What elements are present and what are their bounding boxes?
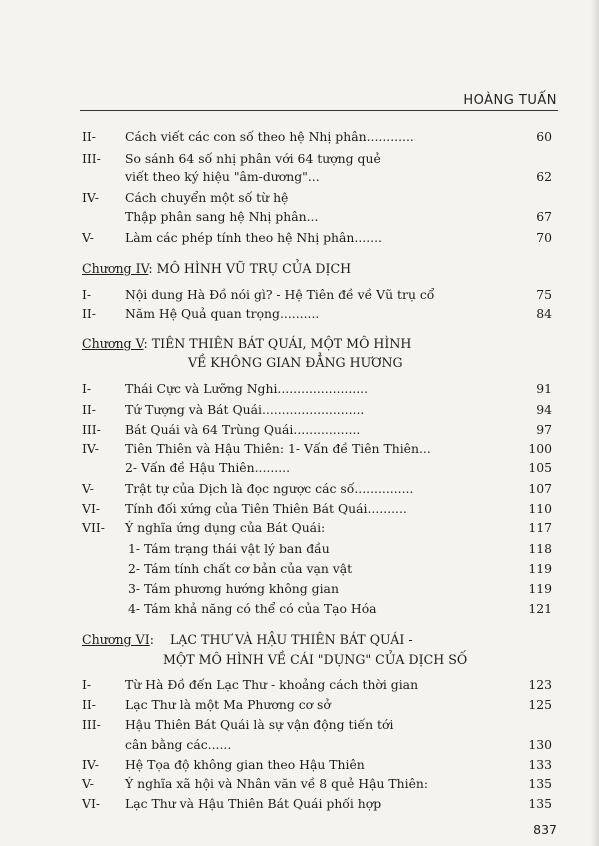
entry-number: IV- bbox=[82, 190, 99, 205]
entry-number: II- bbox=[82, 129, 96, 144]
entry-title: Từ Hà Đồ đến Lạc Thư - khoảng cách thời gian bbox=[125, 677, 419, 692]
entry-page: 100 bbox=[528, 441, 552, 456]
entry-page: 94 bbox=[536, 402, 552, 417]
entry-page: 97 bbox=[536, 422, 552, 437]
entry-title: Cách viết các con số theo hệ Nhị phân............ bbox=[125, 129, 414, 144]
entry-number: IV- bbox=[82, 757, 99, 772]
entry-title: Làm các phép tính theo hệ Nhị phân....... bbox=[125, 230, 382, 245]
chapter-title-continuation: VỀ KHÔNG GIAN ĐẲNG HƯƠNG bbox=[188, 355, 403, 370]
entry-page: 60 bbox=[536, 129, 552, 144]
entry-page: 110 bbox=[528, 501, 552, 516]
chapter-label: Chương VI bbox=[82, 632, 150, 647]
entry-page: 118 bbox=[528, 541, 552, 556]
entry-title: Nội dung Hà Đồ nói gì? - Hệ Tiên đề về Vũ trụ cổ bbox=[125, 287, 435, 302]
entry-page: 105 bbox=[528, 460, 552, 475]
page-edge-shadow bbox=[591, 0, 599, 846]
entry-title: Lạc Thư và Hậu Thiên Bát Quái phối hợp bbox=[125, 796, 382, 811]
chapter-title: : TIÊN THIÊN BÁT QUÁI, MỘT MÔ HÌNH bbox=[143, 336, 412, 351]
entry-number: III- bbox=[82, 717, 101, 732]
entry-title: Trật tự của Dịch là đọc ngược các số............... bbox=[125, 481, 414, 496]
entry-title: 2- Vấn đề Hậu Thiên......... bbox=[125, 460, 291, 475]
entry-title: Tứ Tượng và Bát Quái.......................... bbox=[125, 402, 365, 417]
entry-number: IV- bbox=[82, 441, 99, 456]
entry-title: So sánh 64 số nhị phân với 64 tượng quẻ bbox=[125, 151, 381, 166]
entry-title: Ý nghĩa xã hội và Nhân văn về 8 quẻ Hậu Thiên: bbox=[125, 776, 429, 791]
entry-number: I- bbox=[82, 381, 92, 396]
entry-number: VII- bbox=[82, 520, 105, 535]
running-header: HOÀNG TUẤN bbox=[463, 93, 557, 108]
entry-page: 70 bbox=[536, 230, 552, 245]
entry-title: Lạc Thư là một Ma Phương cơ sở bbox=[125, 697, 331, 712]
entry-page: 119 bbox=[528, 561, 552, 576]
entry-number: III- bbox=[82, 422, 101, 437]
entry-title: Hệ Tọa độ không gian theo Hậu Thiên bbox=[125, 757, 365, 772]
entry-title: 1- Tám trạng thái vật lý ban đầu bbox=[128, 541, 330, 556]
entry-page: 135 bbox=[528, 796, 552, 811]
entry-title: Thái Cực và Lưỡng Nghi....................... bbox=[125, 381, 369, 396]
entry-number: II- bbox=[82, 402, 96, 417]
entry-number: III- bbox=[82, 151, 101, 166]
entry-page: 75 bbox=[536, 287, 552, 302]
chapter-label: Chương V bbox=[82, 336, 144, 351]
entry-page: 123 bbox=[528, 677, 552, 692]
entry-page: 107 bbox=[528, 481, 552, 496]
entry-title: Ý nghĩa ứng dụng của Bát Quái: bbox=[125, 520, 326, 535]
chapter-label: Chương IV bbox=[82, 261, 149, 276]
entry-number: II- bbox=[82, 697, 96, 712]
entry-page: 67 bbox=[536, 209, 552, 224]
entry-number: V- bbox=[82, 776, 94, 791]
entry-title: Năm Hệ Quả quan trọng.......... bbox=[125, 306, 320, 321]
chapter-title-continuation: MỘT MÔ HÌNH VỀ CÁI "DỤNG" CỦA DỊCH SỐ bbox=[163, 652, 468, 667]
entry-page: 84 bbox=[536, 306, 552, 321]
chapter-title: : LẠC THƯ VÀ HẬU THIÊN BÁT QUÁI - bbox=[149, 632, 413, 647]
entry-page: 62 bbox=[536, 169, 552, 184]
entry-page: 91 bbox=[536, 381, 552, 396]
chapter-heading-v bbox=[82, 335, 411, 352]
entry-page: 117 bbox=[528, 520, 552, 535]
entry-page: 125 bbox=[528, 697, 552, 712]
entry-title: Thập phân sang hệ Nhị phân... bbox=[125, 209, 319, 224]
chapter-heading-vi bbox=[82, 631, 413, 648]
entry-number: V- bbox=[82, 481, 94, 496]
entry-page: 121 bbox=[528, 601, 552, 616]
chapter-title: : MÔ HÌNH VŨ TRỤ CỦA DỊCH bbox=[148, 261, 352, 276]
entry-title: viết theo ký hiệu "âm-dương"... bbox=[125, 169, 320, 184]
entry-title: 3- Tám phương hướng không gian bbox=[128, 581, 339, 596]
entry-number: VI- bbox=[82, 796, 101, 811]
entry-title: Hậu Thiên Bát Quái là sự vận động tiến tới bbox=[125, 717, 394, 732]
entry-number: VI- bbox=[82, 501, 101, 516]
entry-title: Cách chuyển một số từ hệ bbox=[125, 190, 289, 205]
entry-title: 4- Tám khả năng có thể có của Tạo Hóa bbox=[128, 601, 377, 616]
entry-page: 119 bbox=[528, 581, 552, 596]
entry-title: Bát Quái và 64 Trùng Quái................. bbox=[125, 422, 361, 437]
entry-title: Tiên Thiên và Hậu Thiên: 1- Vấn đề Tiên Thiên... bbox=[125, 441, 431, 456]
entry-title: cân bằng các...... bbox=[125, 737, 232, 752]
entry-number: II- bbox=[82, 306, 96, 321]
entry-page: 130 bbox=[528, 737, 552, 752]
page-number: 837 bbox=[533, 822, 557, 837]
entry-title: Tính đối xứng của Tiên Thiên Bát Quái.......... bbox=[125, 501, 407, 516]
entry-number: V- bbox=[82, 230, 94, 245]
header-rule bbox=[80, 110, 558, 111]
entry-number: I- bbox=[82, 287, 92, 302]
chapter-heading-iv bbox=[82, 260, 351, 277]
entry-number: I- bbox=[82, 677, 92, 692]
entry-title: 2- Tám tính chất cơ bản của vạn vật bbox=[128, 561, 353, 576]
entry-page: 135 bbox=[528, 776, 552, 791]
entry-page: 133 bbox=[528, 757, 552, 772]
